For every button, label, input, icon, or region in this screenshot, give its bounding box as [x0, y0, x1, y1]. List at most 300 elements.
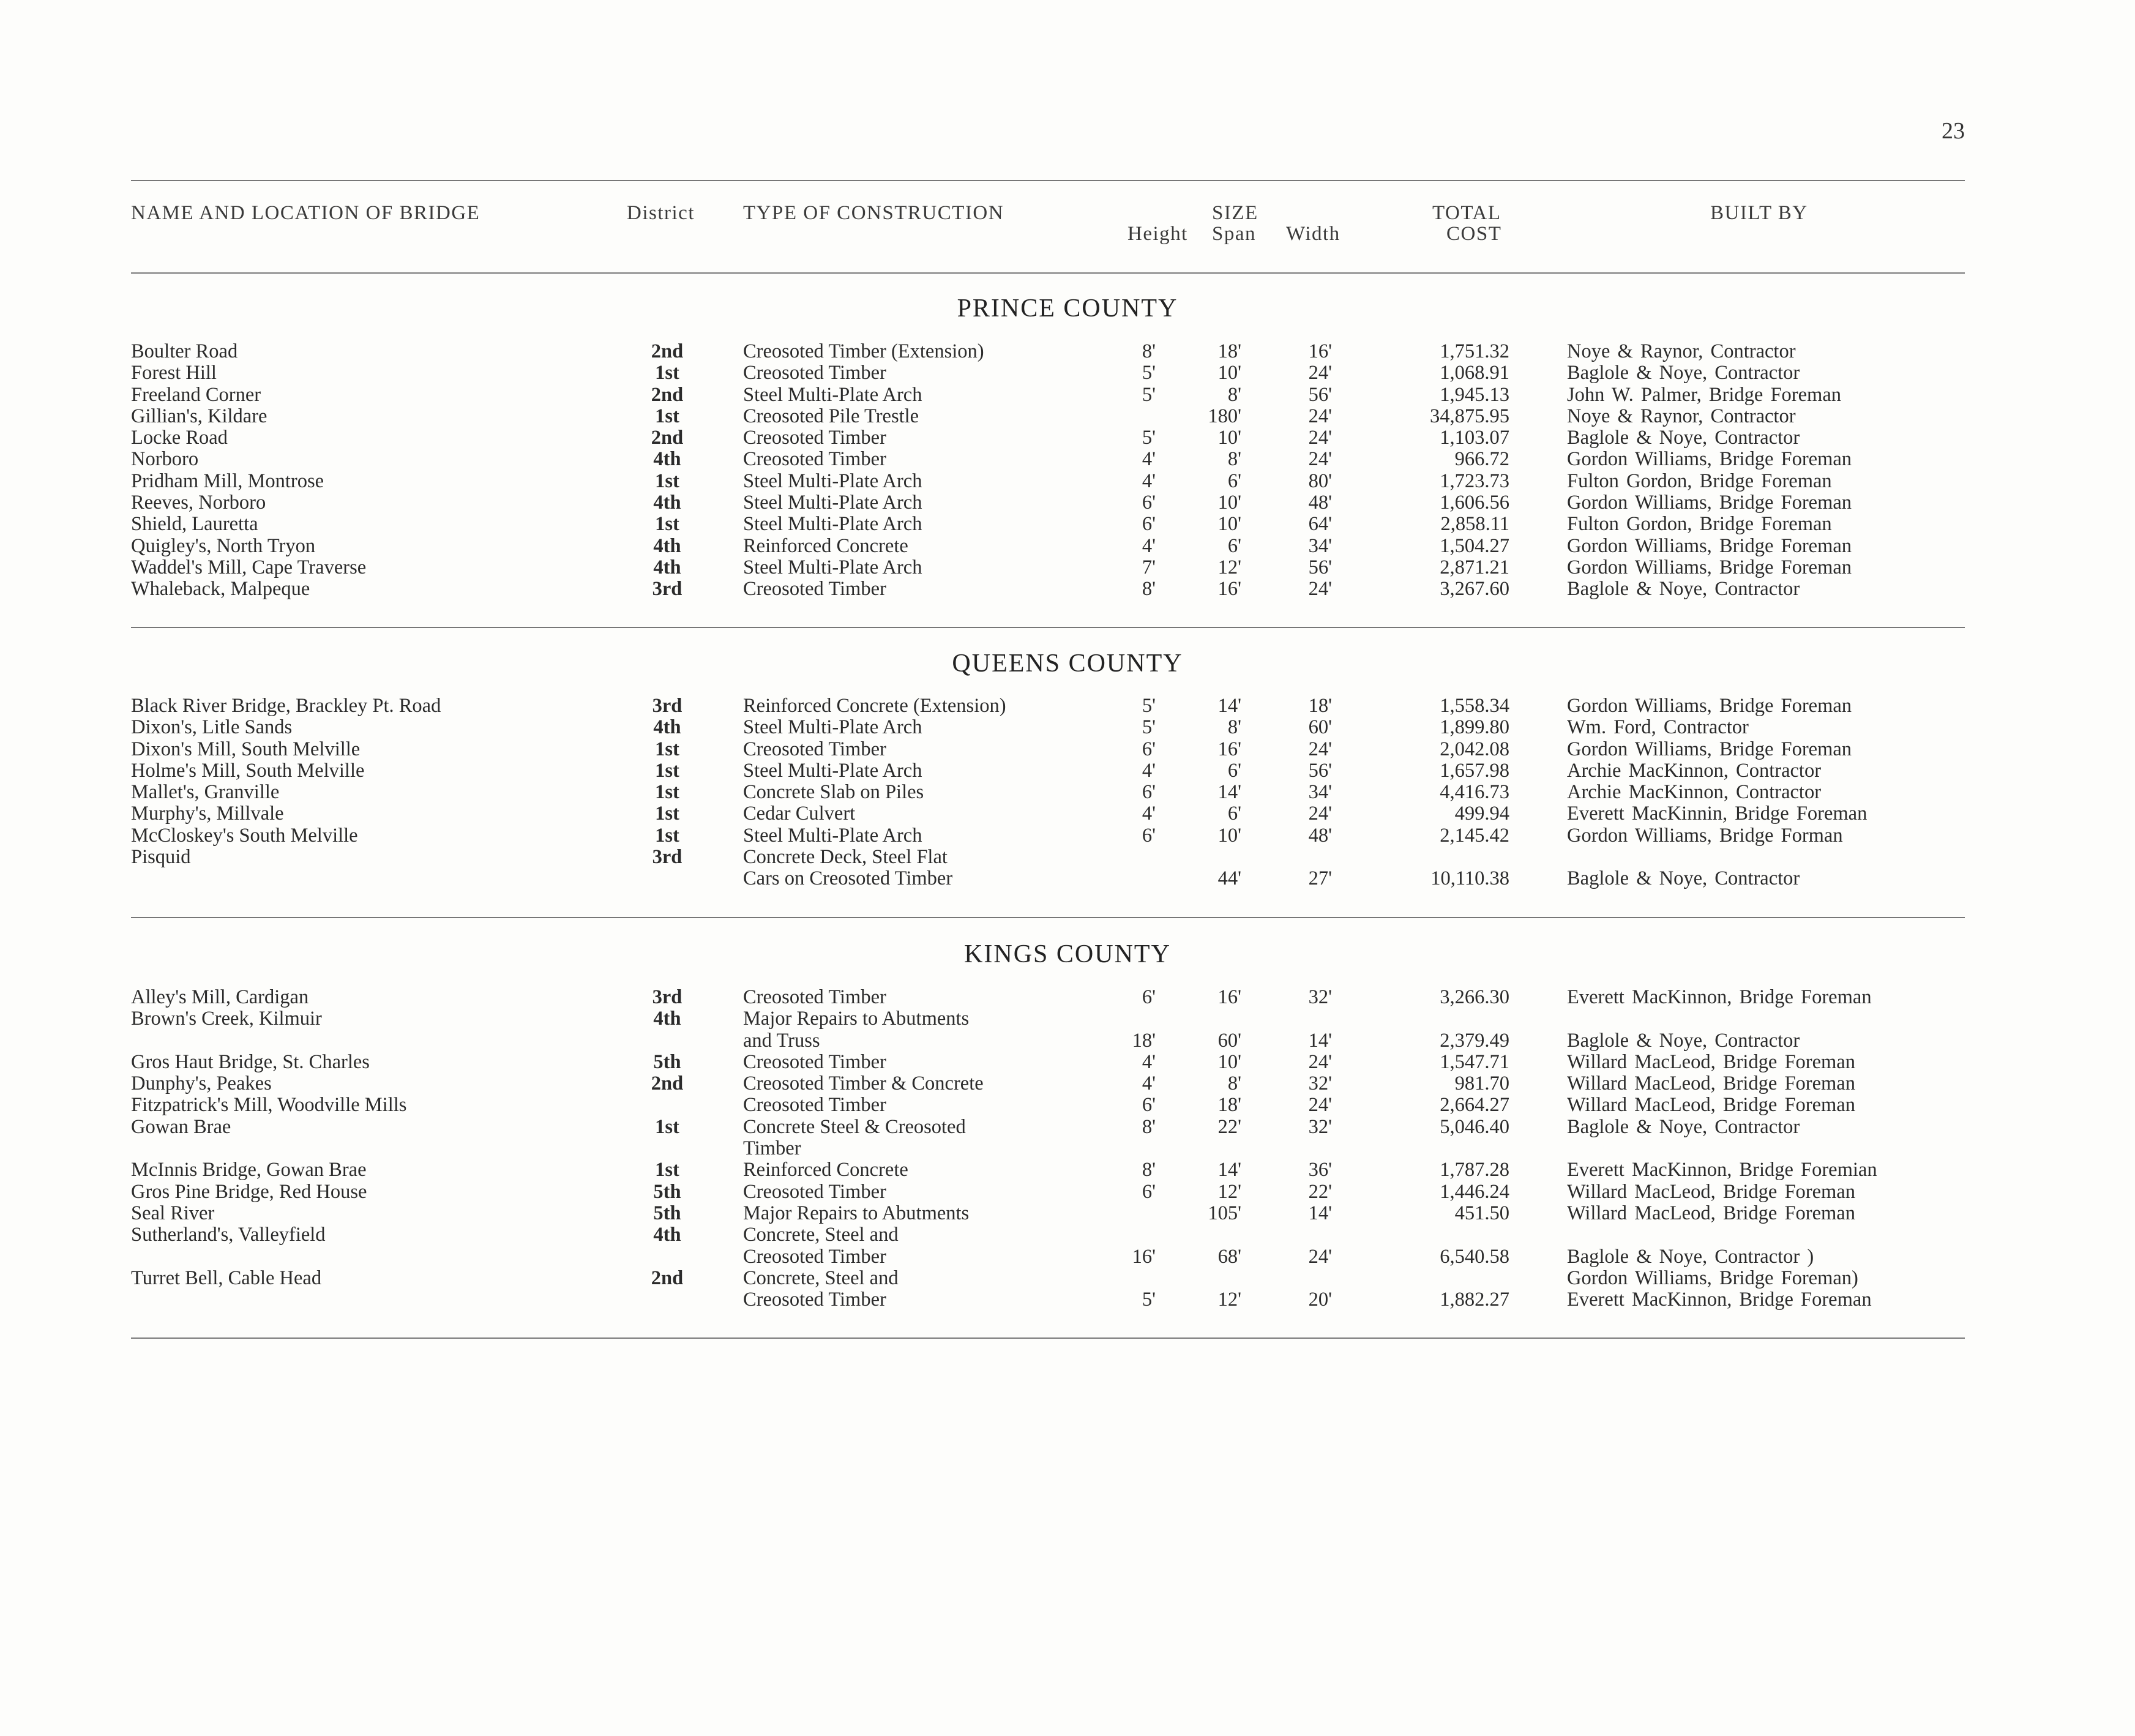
table-row	[0, 514, 2135, 535]
district-cell: 3rd	[652, 846, 682, 869]
width-cell: 32'	[1308, 986, 1332, 1008]
table-row	[0, 449, 2135, 470]
construction-type: Timber	[743, 1137, 801, 1160]
header-rule	[131, 272, 1965, 274]
total-cost: 10,110.38	[1430, 867, 1509, 890]
width-cell: 56'	[1308, 556, 1332, 578]
built-by: Baglole & Noye, Contractor )	[1567, 1245, 1814, 1268]
built-by: Gordon Williams, Bridge Forman	[1567, 824, 1843, 847]
table-row	[0, 557, 2135, 578]
construction-type: Creosoted Timber	[743, 1094, 886, 1117]
table-row	[0, 1159, 2135, 1181]
construction-type: Concrete Steel & Creosoted	[743, 1115, 966, 1138]
district-cell: 1st	[655, 1159, 679, 1181]
total-cost: 1,103.07	[1440, 427, 1509, 449]
construction-type: Steel Multi-Plate Arch	[743, 470, 922, 492]
section-rule-queens	[131, 917, 1965, 918]
district-cell: 4th	[653, 716, 681, 739]
district-cell: 4th	[653, 492, 681, 514]
width-cell: 64'	[1308, 513, 1332, 536]
total-cost: 3,266.30	[1440, 986, 1509, 1008]
built-by: Archie MacKinnon, Contractor	[1567, 781, 1822, 804]
span-cell: 12'	[1217, 1180, 1241, 1203]
height-cell: 6'	[1142, 986, 1156, 1008]
total-cost: 6,540.58	[1440, 1245, 1509, 1268]
total-cost: 1,657.98	[1440, 759, 1509, 782]
built-by: Everett MacKinnon, Bridge Foreman	[1567, 1289, 1872, 1311]
built-by: Everett MacKinnin, Bridge Foreman	[1567, 803, 1868, 825]
table-row	[0, 492, 2135, 514]
construction-type: Creosoted Timber	[743, 1050, 886, 1073]
span-cell: 18'	[1217, 340, 1241, 362]
header-name: NAME AND LOCATION OF BRIDGE	[131, 202, 480, 224]
built-by: Willard MacLeod, Bridge Foreman	[1567, 1202, 1855, 1224]
built-by: Gordon Williams, Bridge Foreman	[1567, 448, 1852, 471]
district-cell: 1st	[655, 803, 679, 825]
construction-type: Reinforced Concrete (Extension)	[743, 695, 1006, 717]
table-row	[0, 1181, 2135, 1203]
bridge-name: Norboro	[131, 448, 199, 471]
table-row	[0, 987, 2135, 1008]
height-cell: 18'	[1132, 1029, 1156, 1052]
bridge-name: Locke Road	[131, 427, 228, 449]
built-by: Gordon Williams, Bridge Foreman	[1567, 492, 1852, 514]
construction-type: Reinforced Concrete	[743, 1159, 908, 1181]
district-cell: 3rd	[652, 695, 682, 717]
width-cell: 24'	[1308, 362, 1332, 384]
total-cost: 1,547.71	[1440, 1050, 1509, 1073]
construction-type: Creosoted Timber	[743, 578, 886, 600]
district-cell: 1st	[655, 513, 679, 536]
bridge-name: Seal River	[131, 1202, 215, 1224]
height-cell: 4'	[1142, 1072, 1156, 1095]
span-cell: 12'	[1217, 556, 1241, 578]
total-cost: 1,446.24	[1440, 1180, 1509, 1203]
height-cell: 8'	[1142, 340, 1156, 362]
built-by: Everett MacKinnon, Bridge Foreman	[1567, 986, 1872, 1008]
bridge-name: Whaleback, Malpeque	[131, 578, 310, 600]
width-cell: 56'	[1308, 759, 1332, 782]
total-cost: 2,858.11	[1440, 513, 1509, 536]
span-cell: 16'	[1217, 738, 1241, 760]
total-cost: 2,871.21	[1440, 556, 1509, 578]
header-size: SIZE	[1212, 202, 1258, 224]
section-rows-kings	[0, 987, 2135, 1311]
span-cell: 6'	[1227, 470, 1241, 492]
construction-type: Creosoted Timber & Concrete	[743, 1072, 984, 1095]
width-cell: 24'	[1308, 1245, 1332, 1268]
header-total: TOTAL	[1432, 202, 1501, 224]
built-by: Gordon Williams, Bridge Foreman)	[1567, 1266, 1858, 1289]
built-by: Fulton Gordon, Bridge Foreman	[1567, 470, 1832, 492]
construction-type: Major Repairs to Abutments	[743, 1202, 970, 1224]
width-cell: 24'	[1308, 803, 1332, 825]
height-cell: 5'	[1142, 427, 1156, 449]
bridge-name: Alley's Mill, Cardigan	[131, 986, 309, 1008]
construction-type: Creosoted Timber	[743, 1245, 886, 1268]
height-cell: 4'	[1142, 448, 1156, 471]
construction-type: Creosoted Timber	[743, 986, 886, 1008]
bridge-name: Fitzpatrick's Mill, Woodville Mills	[131, 1094, 407, 1117]
width-cell: 27'	[1308, 867, 1332, 890]
table-row	[0, 1203, 2135, 1224]
height-cell: 4'	[1142, 759, 1156, 782]
header-district: District	[627, 202, 695, 224]
span-cell: 16'	[1217, 578, 1241, 600]
bridge-name: Pridham Mill, Montrose	[131, 470, 324, 492]
district-cell: 1st	[655, 781, 679, 804]
width-cell: 18'	[1308, 695, 1332, 717]
width-cell: 56'	[1308, 383, 1332, 406]
width-cell: 24'	[1308, 427, 1332, 449]
span-cell: 8'	[1227, 1072, 1241, 1095]
span-cell: 60'	[1217, 1029, 1241, 1052]
district-cell: 2nd	[651, 427, 684, 449]
span-cell: 6'	[1227, 803, 1241, 825]
total-cost: 451.50	[1454, 1202, 1509, 1224]
district-cell: 5th	[653, 1202, 681, 1224]
width-cell: 36'	[1308, 1159, 1332, 1181]
span-cell: 180'	[1208, 405, 1241, 427]
width-cell: 24'	[1308, 1050, 1332, 1073]
total-cost: 34,875.95	[1430, 405, 1509, 427]
total-cost: 1,558.34	[1440, 695, 1509, 717]
width-cell: 60'	[1308, 716, 1332, 739]
construction-type: Creosoted Timber	[743, 427, 886, 449]
section-rows-prince	[0, 341, 2135, 600]
table-row	[0, 1117, 2135, 1138]
height-cell: 8'	[1142, 578, 1156, 600]
built-by: Everett MacKinnon, Bridge Foremian	[1567, 1159, 1877, 1181]
header-width: Width	[1286, 223, 1340, 245]
span-cell: 8'	[1227, 383, 1241, 406]
construction-type: Creosoted Timber	[743, 738, 886, 760]
district-cell: 4th	[653, 1224, 681, 1246]
header-cost: COST	[1446, 223, 1502, 245]
height-cell: 4'	[1142, 534, 1156, 557]
width-cell: 48'	[1308, 824, 1332, 847]
table-row	[0, 1138, 2135, 1159]
total-cost: 966.72	[1454, 448, 1509, 471]
table-row	[0, 695, 2135, 717]
span-cell: 14'	[1217, 781, 1241, 804]
total-cost: 2,042.08	[1440, 738, 1509, 760]
span-cell: 14'	[1217, 695, 1241, 717]
total-cost: 499.94	[1454, 803, 1509, 825]
height-cell: 6'	[1142, 1180, 1156, 1203]
total-cost: 1,787.28	[1440, 1159, 1509, 1181]
table-row	[0, 760, 2135, 782]
built-by: Gordon Williams, Bridge Foreman	[1567, 556, 1852, 578]
height-cell: 4'	[1142, 1050, 1156, 1073]
construction-type: Steel Multi-Plate Arch	[743, 383, 922, 406]
bridge-name: McInnis Bridge, Gowan Brae	[131, 1159, 367, 1181]
table-row	[0, 471, 2135, 492]
span-cell: 44'	[1217, 867, 1241, 890]
construction-type: Concrete Deck, Steel Flat	[743, 846, 948, 869]
height-cell: 6'	[1142, 824, 1156, 847]
built-by: Fulton Gordon, Bridge Foreman	[1567, 513, 1832, 536]
height-cell: 8'	[1142, 1115, 1156, 1138]
height-cell: 5'	[1142, 716, 1156, 739]
width-cell: 34'	[1308, 781, 1332, 804]
total-cost: 1,882.27	[1440, 1289, 1509, 1311]
table-row	[0, 1289, 2135, 1311]
total-cost: 2,145.42	[1440, 824, 1509, 847]
construction-type: Cedar Culvert	[743, 803, 856, 825]
total-cost: 1,606.56	[1440, 492, 1509, 514]
bridge-name: Pisquid	[131, 846, 191, 869]
district-cell: 2nd	[651, 1266, 684, 1289]
width-cell: 16'	[1308, 340, 1332, 362]
construction-type: Steel Multi-Plate Arch	[743, 716, 922, 739]
table-row	[0, 384, 2135, 406]
span-cell: 10'	[1217, 427, 1241, 449]
table-row	[0, 803, 2135, 825]
width-cell: 48'	[1308, 492, 1332, 514]
section-title-kings: KINGS COUNTY	[964, 940, 1171, 968]
total-cost: 4,416.73	[1440, 781, 1509, 804]
table-row	[0, 1030, 2135, 1052]
built-by: Gordon Williams, Bridge Foreman	[1567, 695, 1852, 717]
district-cell: 1st	[655, 362, 679, 384]
bridge-name: Boulter Road	[131, 340, 238, 362]
width-cell: 20'	[1308, 1289, 1332, 1311]
span-cell: 6'	[1227, 534, 1241, 557]
built-by: Baglole & Noye, Contractor	[1567, 427, 1800, 449]
section-rows-queens	[0, 695, 2135, 890]
width-cell: 32'	[1308, 1115, 1332, 1138]
total-cost: 1,068.91	[1440, 362, 1509, 384]
built-by: John W. Palmer, Bridge Foreman	[1567, 383, 1841, 406]
height-cell: 16'	[1132, 1245, 1156, 1268]
table-row	[0, 847, 2135, 868]
height-cell: 8'	[1142, 1159, 1156, 1181]
built-by: Wm. Ford, Contractor	[1567, 716, 1749, 739]
construction-type: Steel Multi-Plate Arch	[743, 513, 922, 536]
table-row	[0, 1268, 2135, 1289]
width-cell: 24'	[1308, 1094, 1332, 1117]
bridge-name: Shield, Lauretta	[131, 513, 258, 536]
total-cost: 2,379.49	[1440, 1029, 1509, 1052]
construction-type: Concrete, Steel and	[743, 1224, 899, 1246]
bridge-name: Gros Pine Bridge, Red House	[131, 1180, 367, 1203]
span-cell: 12'	[1217, 1289, 1241, 1311]
height-cell: 6'	[1142, 492, 1156, 514]
table-row	[0, 1246, 2135, 1268]
table-row	[0, 1008, 2135, 1030]
district-cell: 2nd	[651, 340, 684, 362]
span-cell: 8'	[1227, 716, 1241, 739]
span-cell: 18'	[1217, 1094, 1241, 1117]
header-height: Height	[1127, 223, 1188, 245]
district-cell: 1st	[655, 759, 679, 782]
section-rule-prince	[131, 627, 1965, 628]
district-cell: 1st	[655, 405, 679, 427]
table-row	[0, 782, 2135, 803]
table-row	[0, 825, 2135, 847]
table-row	[0, 406, 2135, 427]
bridge-name: Dixon's, Litle Sands	[131, 716, 293, 739]
built-by: Noye & Raynor, Contractor	[1567, 340, 1796, 362]
district-cell: 1st	[655, 824, 679, 847]
built-by: Baglole & Noye, Contractor	[1567, 1029, 1800, 1052]
width-cell: 34'	[1308, 534, 1332, 557]
table-row	[0, 362, 2135, 384]
bridge-name: Quigley's, North Tryon	[131, 534, 316, 557]
built-by: Archie MacKinnon, Contractor	[1567, 759, 1822, 782]
header-built-by: BUILT BY	[1710, 202, 1808, 224]
table-row	[0, 1224, 2135, 1246]
built-by: Baglole & Noye, Contractor	[1567, 1115, 1800, 1138]
built-by: Baglole & Noye, Contractor	[1567, 578, 1800, 600]
width-cell: 32'	[1308, 1072, 1332, 1095]
bridge-name: Sutherland's, Valleyfield	[131, 1224, 326, 1246]
width-cell: 24'	[1308, 448, 1332, 471]
bridge-name: Mallet's, Granville	[131, 781, 280, 804]
span-cell: 68'	[1217, 1245, 1241, 1268]
district-cell: 4th	[653, 448, 681, 471]
bridge-name: Black River Bridge, Brackley Pt. Road	[131, 695, 441, 717]
bridge-name: Holme's Mill, South Melville	[131, 759, 365, 782]
built-by: Willard MacLeod, Bridge Foreman	[1567, 1180, 1855, 1203]
built-by: Baglole & Noye, Contractor	[1567, 867, 1800, 890]
table-row	[0, 536, 2135, 557]
construction-type: Creosoted Pile Trestle	[743, 405, 919, 427]
height-cell: 6'	[1142, 1094, 1156, 1117]
total-cost: 3,267.60	[1440, 578, 1509, 600]
height-cell: 5'	[1142, 1289, 1156, 1311]
width-cell: 22'	[1308, 1180, 1332, 1203]
total-cost: 981.70	[1454, 1072, 1509, 1095]
total-cost: 1,723.73	[1440, 470, 1509, 492]
table-row	[0, 341, 2135, 362]
table-row	[0, 1094, 2135, 1116]
construction-type: Steel Multi-Plate Arch	[743, 492, 922, 514]
span-cell: 10'	[1217, 513, 1241, 536]
district-cell: 5th	[653, 1050, 681, 1073]
district-cell: 4th	[653, 1008, 681, 1030]
width-cell: 14'	[1308, 1029, 1332, 1052]
district-cell: 4th	[653, 534, 681, 557]
bridge-name: Turret Bell, Cable Head	[131, 1266, 322, 1289]
table-row	[0, 427, 2135, 449]
district-cell: 4th	[653, 556, 681, 578]
span-cell: 10'	[1217, 362, 1241, 384]
district-cell: 1st	[655, 738, 679, 760]
header-span: Span	[1212, 223, 1256, 245]
table-row	[0, 578, 2135, 600]
total-cost: 1,945.13	[1440, 383, 1509, 406]
construction-type: Concrete Slab on Piles	[743, 781, 924, 804]
section-title-prince: PRINCE COUNTY	[957, 294, 1178, 323]
built-by: Willard MacLeod, Bridge Foreman	[1567, 1094, 1855, 1117]
top-rule	[131, 180, 1965, 181]
construction-type: Cars on Creosoted Timber	[743, 867, 953, 890]
span-cell: 105'	[1208, 1202, 1241, 1224]
span-cell: 8'	[1227, 448, 1241, 471]
height-cell: 4'	[1142, 470, 1156, 492]
span-cell: 10'	[1217, 824, 1241, 847]
district-cell: 3rd	[652, 986, 682, 1008]
section-title-queens: QUEENS COUNTY	[952, 649, 1183, 678]
span-cell: 16'	[1217, 986, 1241, 1008]
width-cell: 24'	[1308, 738, 1332, 760]
district-cell: 1st	[655, 1115, 679, 1138]
built-by: Noye & Raynor, Contractor	[1567, 405, 1796, 427]
page-number: 23	[1942, 118, 1965, 144]
bridge-name: McCloskey's South Melville	[131, 824, 358, 847]
width-cell: 80'	[1308, 470, 1332, 492]
width-cell: 24'	[1308, 578, 1332, 600]
construction-type: Concrete, Steel and	[743, 1266, 899, 1289]
height-cell: 5'	[1142, 383, 1156, 406]
construction-type: Creosoted Timber	[743, 448, 886, 471]
bridge-name: Dunphy's, Peakes	[131, 1072, 272, 1095]
height-cell: 5'	[1142, 695, 1156, 717]
span-cell: 10'	[1217, 492, 1241, 514]
total-cost: 1,899.80	[1440, 716, 1509, 739]
construction-type: Creosoted Timber	[743, 1289, 886, 1311]
built-by: Baglole & Noye, Contractor	[1567, 362, 1800, 384]
bridge-name: Brown's Creek, Kilmuir	[131, 1008, 322, 1030]
built-by: Gordon Williams, Bridge Foreman	[1567, 534, 1852, 557]
construction-type: Major Repairs to Abutments	[743, 1008, 970, 1030]
table-row	[0, 868, 2135, 889]
height-cell: 6'	[1142, 738, 1156, 760]
total-cost: 1,504.27	[1440, 534, 1509, 557]
construction-type: Steel Multi-Plate Arch	[743, 824, 922, 847]
built-by: Gordon Williams, Bridge Foreman	[1567, 738, 1852, 760]
height-cell: 6'	[1142, 781, 1156, 804]
table-row	[0, 1073, 2135, 1094]
total-cost: 1,751.32	[1440, 340, 1509, 362]
span-cell: 22'	[1217, 1115, 1241, 1138]
built-by: Willard MacLeod, Bridge Foreman	[1567, 1050, 1855, 1073]
bottom-rule	[131, 1338, 1965, 1339]
construction-type: and Truss	[743, 1029, 820, 1052]
total-cost: 5,046.40	[1440, 1115, 1509, 1138]
table-row	[0, 717, 2135, 738]
construction-type: Steel Multi-Plate Arch	[743, 556, 922, 578]
table-row	[0, 739, 2135, 760]
construction-type: Steel Multi-Plate Arch	[743, 759, 922, 782]
span-cell: 10'	[1217, 1050, 1241, 1073]
bridge-name: Freeland Corner	[131, 383, 261, 406]
width-cell: 14'	[1308, 1202, 1332, 1224]
construction-type: Reinforced Concrete	[743, 534, 908, 557]
district-cell: 3rd	[652, 578, 682, 600]
district-cell: 1st	[655, 470, 679, 492]
height-cell: 7'	[1142, 556, 1156, 578]
bridge-name: Murphy's, Millvale	[131, 803, 284, 825]
bridge-name: Dixon's Mill, South Melville	[131, 738, 361, 760]
district-cell: 2nd	[651, 1072, 684, 1095]
total-cost: 2,664.27	[1440, 1094, 1509, 1117]
span-cell: 6'	[1227, 759, 1241, 782]
construction-type: Creosoted Timber	[743, 362, 886, 384]
construction-type: Creosoted Timber	[743, 1180, 886, 1203]
table-row	[0, 1052, 2135, 1073]
span-cell: 14'	[1217, 1159, 1241, 1181]
district-cell: 5th	[653, 1180, 681, 1203]
bridge-name: Gowan Brae	[131, 1115, 231, 1138]
district-cell: 2nd	[651, 383, 684, 406]
bridge-name: Forest Hill	[131, 362, 217, 384]
bridge-name: Gillian's, Kildare	[131, 405, 267, 427]
bridge-name: Waddel's Mill, Cape Traverse	[131, 556, 367, 578]
height-cell: 6'	[1142, 513, 1156, 536]
